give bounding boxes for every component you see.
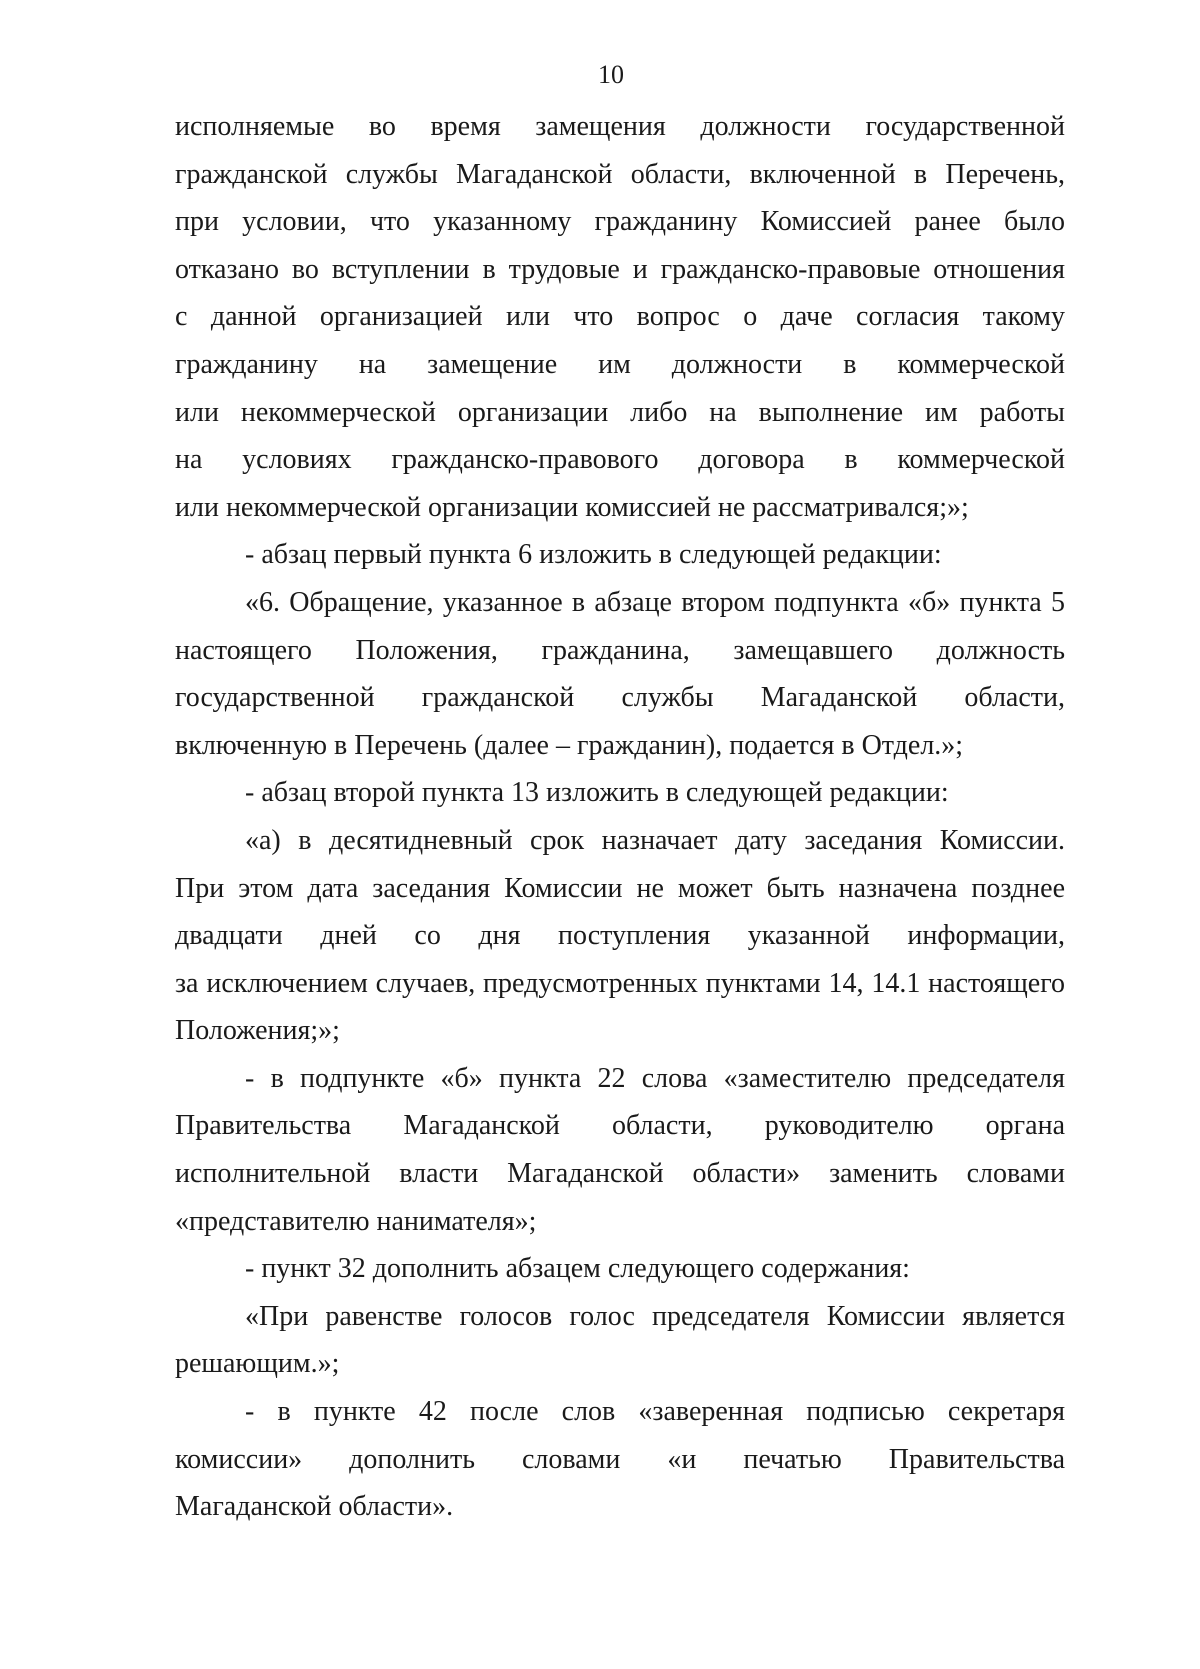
text-line: двадцати дней со дня поступления указанной информации, (175, 920, 1065, 952)
paragraph (175, 1245, 1065, 1293)
paragraph (175, 531, 1065, 579)
text-line: отказано во вступлении в трудовые и гражданско-правовые отношения (175, 253, 1065, 285)
paragraph (175, 1388, 1065, 1531)
text-line: или некоммерческой организации комиссией не рассматривался;»; (175, 491, 969, 523)
text-line: Правительства Магаданской области, руководителю органа (175, 1110, 1065, 1142)
text-line: за исключением случаев, предусмотренных пунктами 14, 14.1 настоящего (175, 967, 1065, 999)
text-line: - в подпункте «б» пункта 22 слова «заместителю председателя (245, 1062, 1065, 1094)
text-line: исполняемые во время замещения должности государственной (175, 111, 1065, 142)
text-line: Магаданской области». (175, 1491, 454, 1523)
text-line: на условиях гражданско-правового договора в коммерческой (175, 444, 1065, 476)
text-line: гражданину на замещение им должности в коммерческой (175, 348, 1065, 380)
paragraph (175, 817, 1065, 1055)
text-line: с данной организацией или что вопрос о даче согласия такому (175, 301, 1065, 333)
text-line: «а) в десятидневный срок назначает дату заседания Комиссии. (245, 824, 1065, 856)
text-line: При этом дата заседания Комиссии не может быть назначена позднее (175, 872, 1065, 904)
text-line: при условии, что указанному гражданину Комиссией ранее было (175, 206, 1065, 238)
text-line: «При равенстве голосов голос председателя Комиссии является (245, 1300, 1065, 1332)
text-line: или некоммерческой организации либо на выполнение им работы (175, 396, 1065, 428)
page-number: 10 (598, 60, 624, 89)
paragraph (175, 1055, 1065, 1245)
text-line: включенную в Перечень (далее – гражданин), подается в Отдел.»; (175, 729, 964, 761)
text-line: настоящего Положения, гражданина, замещавшего должность (175, 634, 1065, 666)
text-line: - абзац первый пункта 6 изложить в следующей редакции: (245, 539, 942, 571)
text-line: - пункт 32 дополнить абзацем следующего содержания: (245, 1253, 910, 1285)
text-line: комиссии» дополнить словами «и печатью Правительства (175, 1443, 1065, 1475)
text-line: государственной гражданской службы Магаданской области, (175, 682, 1065, 714)
text-line: гражданской службы Магаданской области, включенной в Перечень, (175, 158, 1065, 190)
paragraph (175, 103, 1065, 531)
text-line: - в пункте 42 после слов «заверенная подписью секретаря (245, 1396, 1065, 1428)
paragraph (175, 579, 1065, 769)
document-body (175, 103, 1065, 1531)
text-line: «6. Обращение, указанное в абзаце втором подпункта «б» пункта 5 (245, 586, 1065, 618)
paragraph (175, 769, 1065, 817)
text-line: исполнительной власти Магаданской области» заменить словами (175, 1158, 1065, 1190)
text-line: - абзац второй пункта 13 изложить в следующей редакции: (245, 777, 949, 809)
text-line: «представителю нанимателя»; (175, 1205, 537, 1237)
paragraph (175, 1293, 1065, 1388)
text-line: решающим.»; (175, 1348, 340, 1380)
text-line: Положения;»; (175, 1015, 340, 1047)
